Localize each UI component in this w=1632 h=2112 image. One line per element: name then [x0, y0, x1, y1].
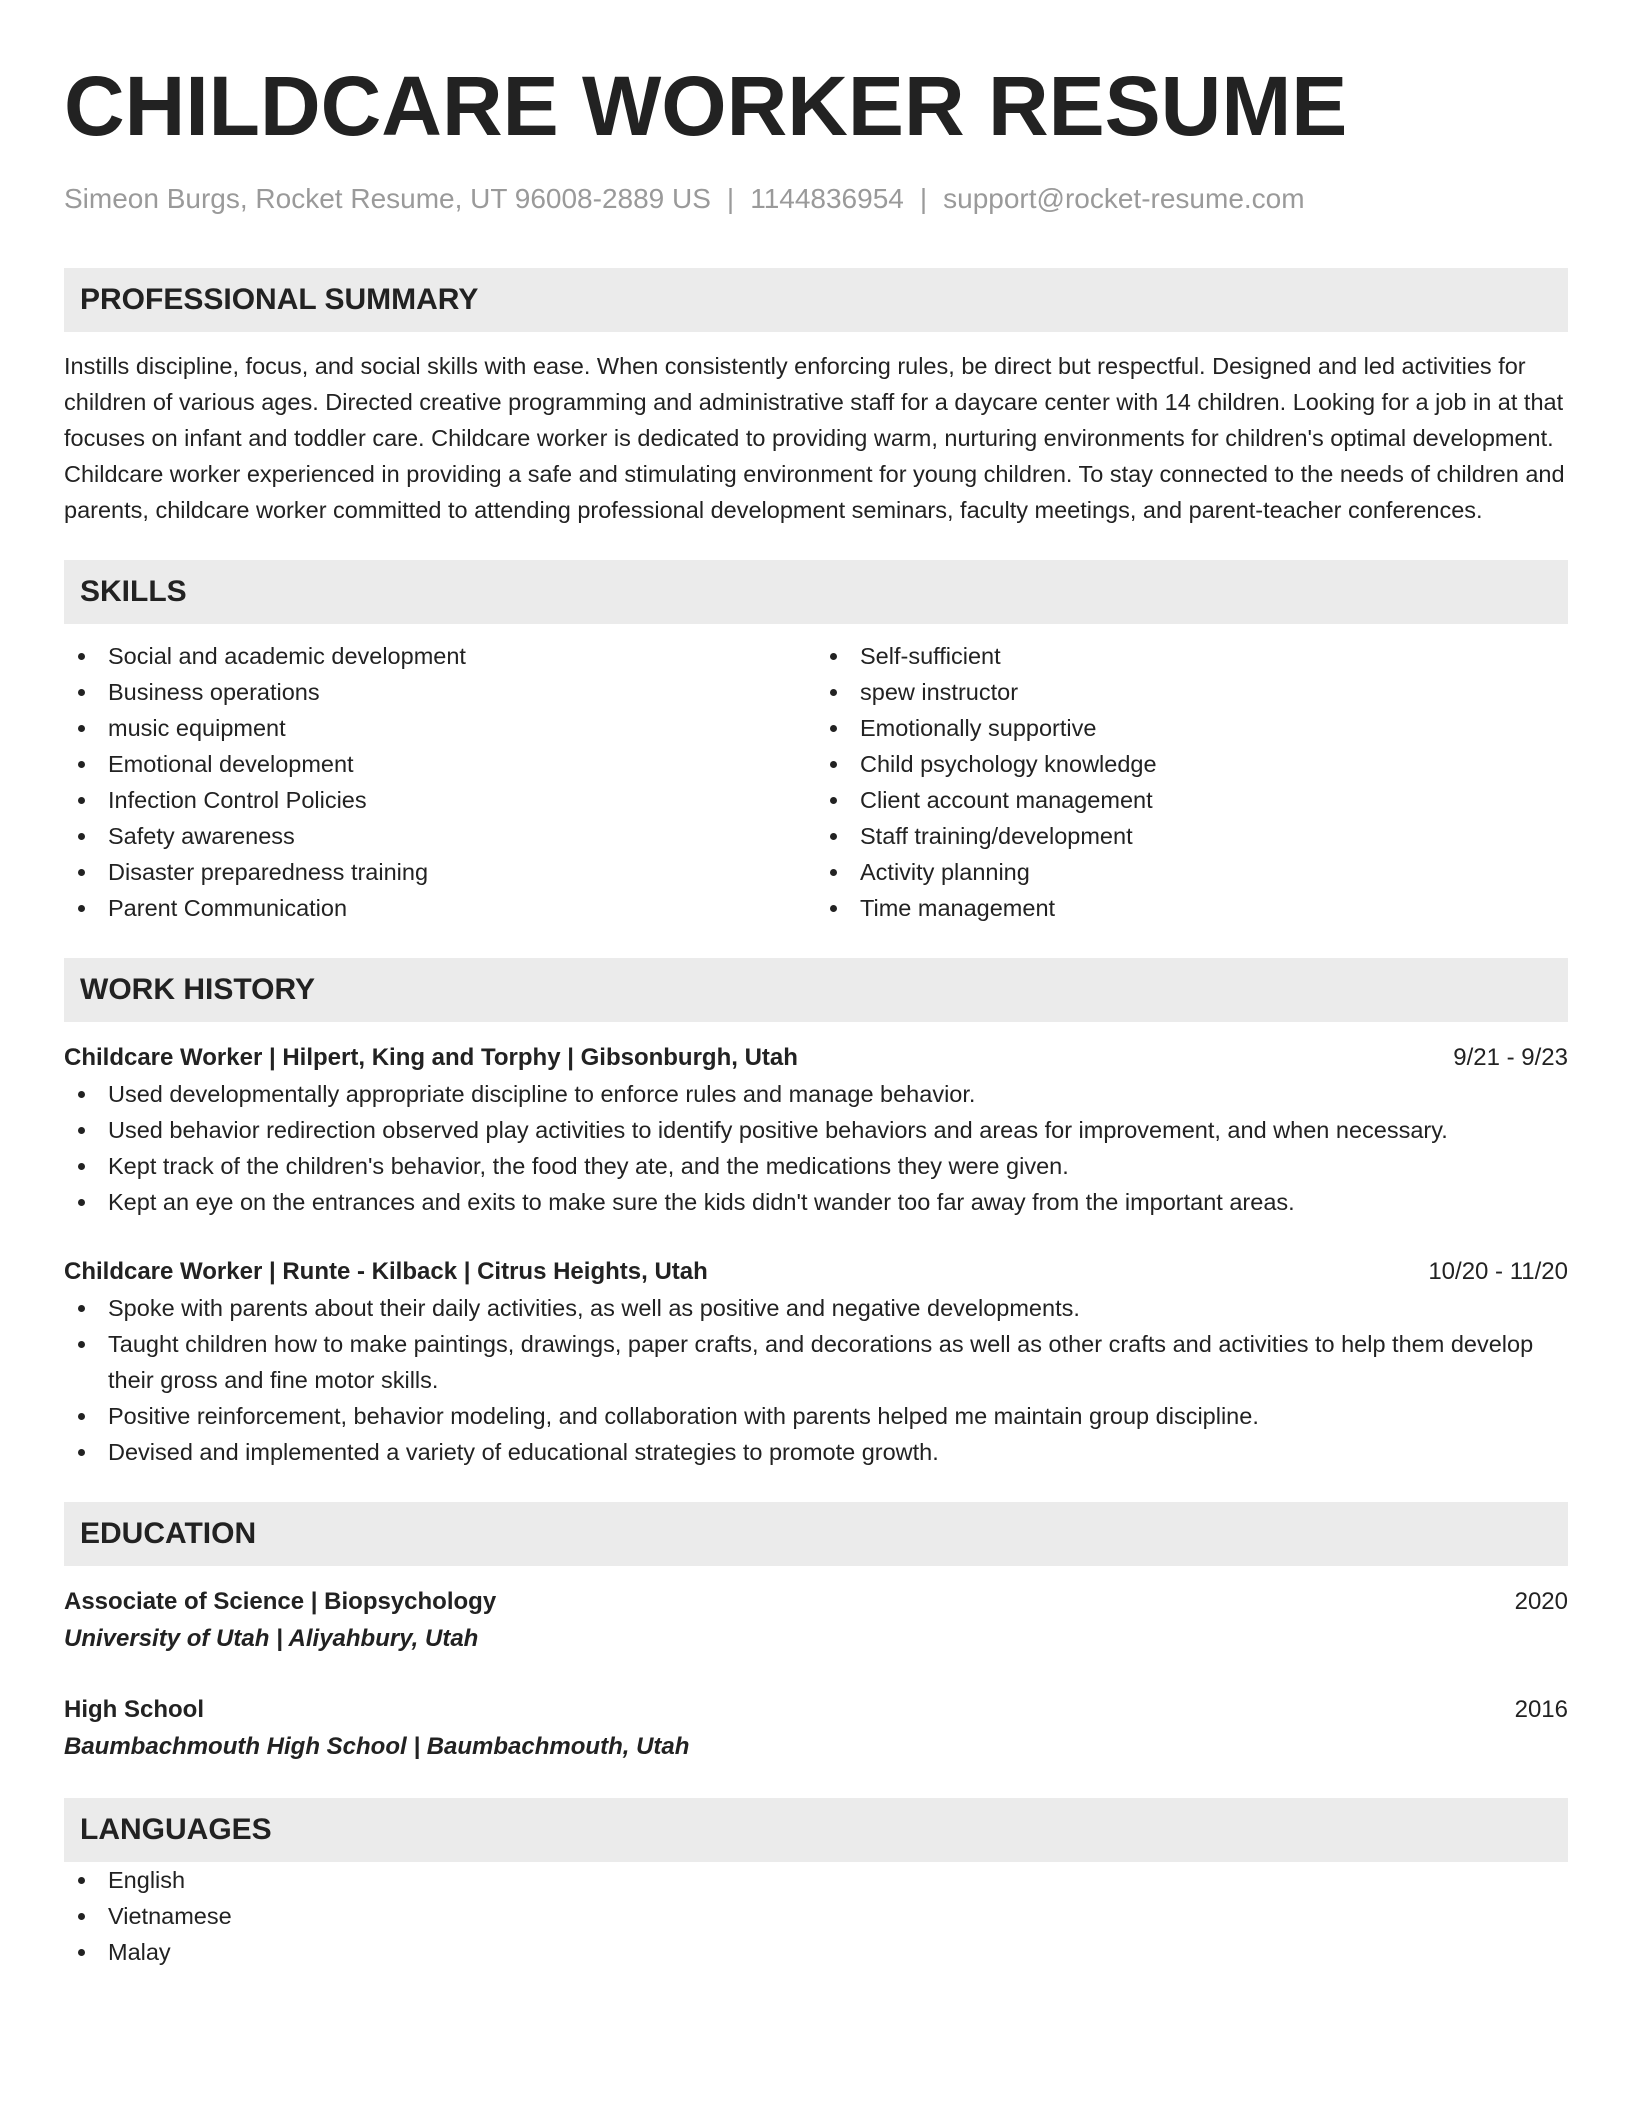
job-bullet: Used developmentally appropriate discipline to enforce rules and manage behavior.: [64, 1076, 1568, 1112]
skill-item: Parent Communication: [64, 890, 816, 926]
skills-column-left: [64, 638, 816, 926]
contact-line: [64, 182, 1568, 216]
summary-text: Instills discipline, focus, and social skills with ease. When consistently enforcing rules, be direct but respectful. Designed and led activities for children of various ages. Directed creative programming and administrative staff for a daycare center with 14 children. Looking for a job in at that focuses on infant and toddler care. Childcare worker is dedicated to providing warm, nurturing environments for children's optimal development. Childcare worker experienced in providing a safe and stimulating environment for young children. To stay connected to the needs of children and parents, childcare worker committed to attending professional development seminars, faculty meetings, and parent-teacher conferences.: [64, 352, 1565, 523]
education-school: Baumbachmouth High School | Baumbachmouth, Utah: [64, 1732, 690, 1760]
job-bullet: Positive reinforcement, behavior modeling, and collaboration with parents helped me maintain group discipline.: [64, 1398, 1568, 1434]
education-year: 2020: [1514, 1587, 1568, 1615]
job-header: [64, 1040, 1568, 1076]
education-degree: Associate of Science | Biopsychology: [64, 1587, 497, 1615]
skill-item: Emotionally supportive: [816, 710, 1568, 746]
job-bullets: [64, 1290, 1568, 1470]
skill-item: spew instructor: [816, 674, 1568, 710]
skills-list: [64, 638, 1568, 926]
skills-heading: SKILLS: [64, 560, 1568, 624]
job-date: 9/21 - 9/23: [1453, 1043, 1568, 1071]
skill-item: Disaster preparedness training: [64, 854, 816, 890]
education-degree: High School: [64, 1695, 204, 1723]
languages-list: [64, 1862, 1568, 1970]
languages-heading: LANGUAGES: [64, 1798, 1568, 1862]
skill-item: Social and academic development: [64, 638, 816, 674]
contact-address: Simeon Burgs, Rocket Resume, UT 96008-2889 US: [64, 183, 711, 214]
job-bullets: [64, 1076, 1568, 1220]
job-title: Childcare Worker | Runte - Kilback | Citrus Heights, Utah: [64, 1257, 708, 1285]
job-bullet: Kept track of the children's behavior, the food they ate, and the medications they were given.: [64, 1148, 1568, 1184]
job-title: Childcare Worker | Hilpert, King and Torphy | Gibsonburgh, Utah: [64, 1043, 798, 1071]
skill-item: Activity planning: [816, 854, 1568, 890]
education-header: [64, 1584, 1568, 1620]
skill-item: Safety awareness: [64, 818, 816, 854]
job-bullet: Taught children how to make paintings, drawings, paper crafts, and decorations as well as other crafts and activities to help them develop their gross and fine motor skills.: [64, 1326, 1568, 1398]
skill-item: Time management: [816, 890, 1568, 926]
language-item: Malay: [64, 1934, 1568, 1970]
language-item: Vietnamese: [64, 1898, 1568, 1934]
skills-column-right: [816, 638, 1568, 926]
skill-item: music equipment: [64, 710, 816, 746]
contact-phone: 1144836954: [750, 183, 904, 214]
skill-item: Client account management: [816, 782, 1568, 818]
skill-item: Child psychology knowledge: [816, 746, 1568, 782]
skill-item: Emotional development: [64, 746, 816, 782]
job-header: [64, 1254, 1568, 1290]
resume-title: CHILDCARE WORKER RESUME: [64, 59, 1348, 153]
work-heading: WORK HISTORY: [64, 958, 1568, 1022]
skill-item: Business operations: [64, 674, 816, 710]
skill-item: Self-sufficient: [816, 638, 1568, 674]
job-bullet: Spoke with parents about their daily activities, as well as positive and negative developments.: [64, 1290, 1568, 1326]
education-header: [64, 1692, 1568, 1728]
job-bullet: Used behavior redirection observed play activities to identify positive behaviors and areas for improvement, and when necessary.: [64, 1112, 1568, 1148]
contact-separator: |: [726, 183, 735, 214]
contact-separator: |: [919, 183, 928, 214]
summary-heading: PROFESSIONAL SUMMARY: [64, 268, 1568, 332]
education-school: University of Utah | Aliyahbury, Utah: [64, 1624, 479, 1652]
job-date: 10/20 - 11/20: [1428, 1257, 1568, 1285]
job-bullet: Kept an eye on the entrances and exits to make sure the kids didn't wander too far away from the important areas.: [64, 1184, 1568, 1220]
education-year: 2016: [1514, 1695, 1568, 1723]
skill-item: Staff training/development: [816, 818, 1568, 854]
job-bullet: Devised and implemented a variety of educational strategies to promote growth.: [64, 1434, 1568, 1470]
skill-item: Infection Control Policies: [64, 782, 816, 818]
contact-email: support@rocket-resume.com: [943, 183, 1305, 214]
language-item: English: [64, 1862, 1568, 1898]
education-heading: EDUCATION: [64, 1502, 1568, 1566]
